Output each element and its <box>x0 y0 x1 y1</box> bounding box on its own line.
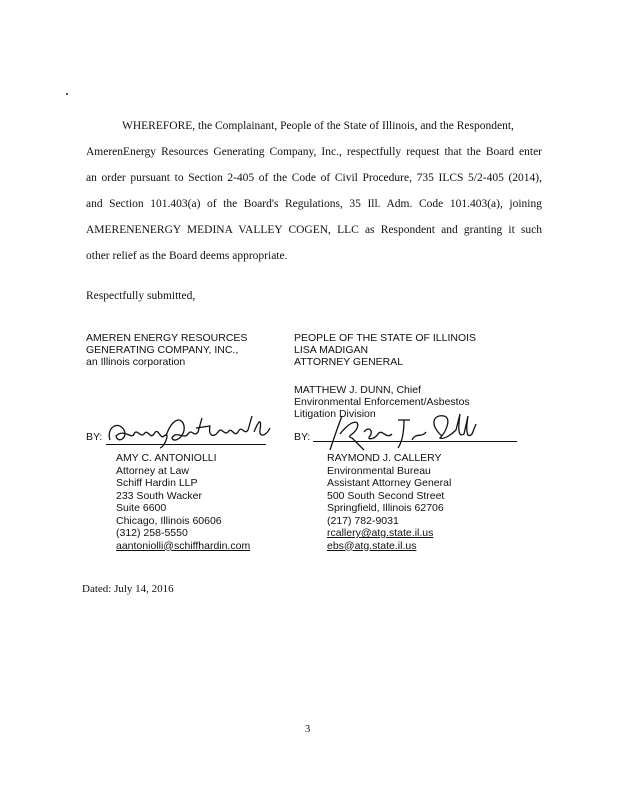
paragraph-line: an order pursuant to Section 2-405 of the Code of Civil Procedure, 735 ILCS 5/2-405 (2014), <box>86 172 542 184</box>
page-number: 3 <box>305 724 311 735</box>
signatory-title: Attorney at Law <box>116 464 189 477</box>
signatory-bureau: Environmental Bureau <box>327 464 431 477</box>
signatory-address-line: 500 South Second Street <box>327 489 445 502</box>
complainant-header <box>294 332 476 368</box>
signatory-email-link[interactable]: rcallery@atg.state.il.us <box>327 527 434 539</box>
division-header-line: MATTHEW J. DUNN, Chief <box>294 384 421 396</box>
paragraph-line: WHEREFORE, the Complainant, People of the State of Illinois, and the Respondent, <box>122 120 514 132</box>
division-header-line: Environmental Enforcement/Asbestos <box>294 396 470 408</box>
signatory-city: Springfield, Illinois 62706 <box>327 502 444 514</box>
respondent-signature <box>104 410 274 452</box>
complainant-header-line: ATTORNEY GENERAL <box>294 356 404 368</box>
signatory-address-line: Suite 6600 <box>116 502 167 514</box>
closing-text: Respectfully submitted, <box>86 290 196 302</box>
signatory-title: Assistant Attorney General <box>327 477 452 489</box>
respondent-by-label: BY: <box>86 431 103 443</box>
signatory-firm: Schiff Hardin LLP <box>116 477 198 489</box>
complainant-header-line: PEOPLE OF THE STATE OF ILLINOIS <box>294 332 477 344</box>
signatory-address-line: 233 South Wacker <box>116 489 202 502</box>
complainant-signature <box>312 410 502 456</box>
complainant-by-label: BY: <box>294 431 311 443</box>
respondent-header-line: AMEREN ENERGY RESOURCES <box>86 332 248 344</box>
respondent-header-line: GENERATING COMPANY, INC., <box>86 344 239 356</box>
signatory-phone: (217) 782-9031 <box>327 514 399 527</box>
division-header-line: Litigation Division <box>294 408 376 420</box>
dated-line: Dated: July 14, 2016 <box>82 583 174 595</box>
signatory-email-link[interactable]: ebs@atg.state.il.us <box>327 539 417 552</box>
paragraph-line: AmerenEnergy Resources Generating Company, Inc., respectfully request that the Board enter <box>86 146 542 158</box>
signatory-email-link[interactable]: aantoniolli@schiffhardin.com <box>116 539 251 552</box>
complainant-header-line: LISA MADIGAN <box>294 344 369 356</box>
respondent-header <box>86 332 247 368</box>
wherefore-paragraph <box>86 113 542 269</box>
scan-speck <box>66 93 68 95</box>
paragraph-line: AMERENENERGY MEDINA VALLEY COGEN, LLC as Respondent and granting it such <box>86 224 542 236</box>
paragraph-line: other relief as the Board deems appropriate. <box>86 250 288 262</box>
respondent-header-line: an Illinois corporation <box>86 356 186 368</box>
signatory-name: AMY C. ANTONIOLLI <box>116 452 217 464</box>
paragraph-line: and Section 101.403(a) of the Board's Regulations, 35 Ill. Adm. Code 101.403(a), joining <box>86 198 542 210</box>
signatory-city: Chicago, Illinois 60606 <box>116 514 222 527</box>
signatory-phone: (312) 258-5550 <box>116 527 188 539</box>
complainant-signatory-block <box>327 452 451 552</box>
respondent-signatory-block <box>116 452 250 552</box>
signatory-name: RAYMOND J. CALLERY <box>327 452 442 464</box>
